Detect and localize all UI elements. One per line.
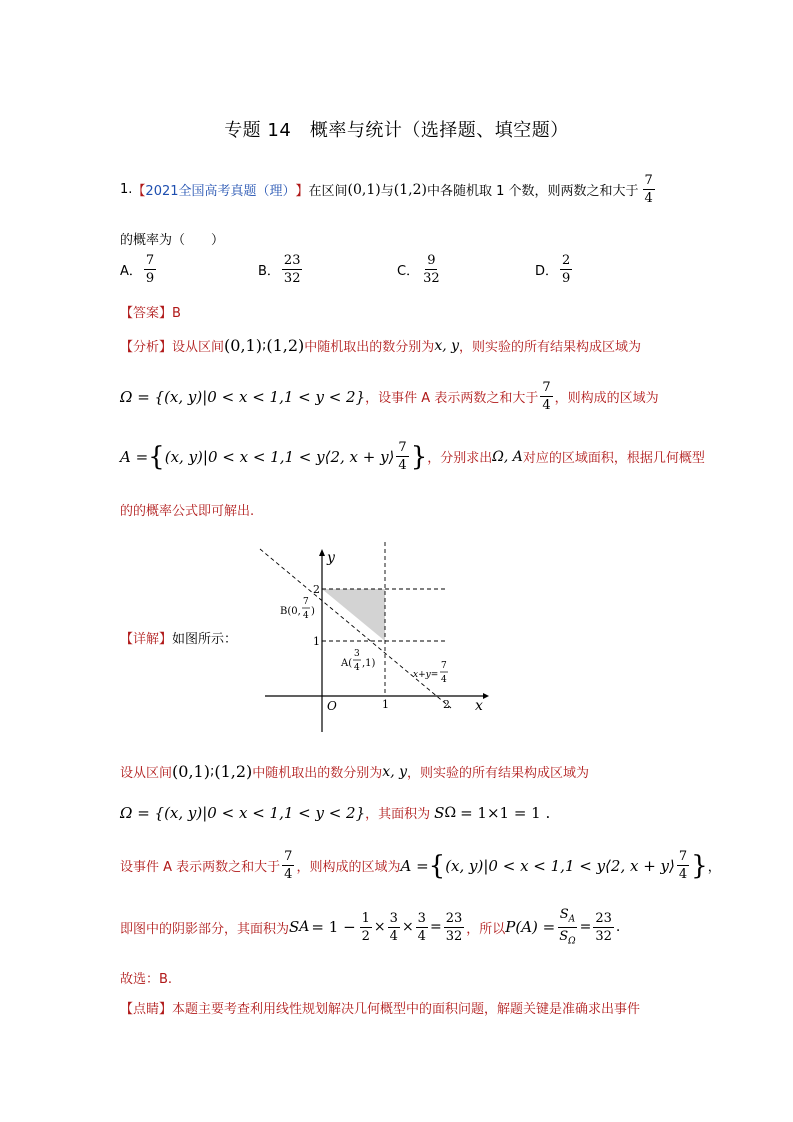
x-axis-arrow-icon	[483, 693, 489, 699]
area-value: = 1×1 = 1 .	[460, 803, 551, 822]
probability-expression: P(A) =	[505, 918, 556, 937]
times-sign: ×	[373, 919, 386, 936]
brace-open: {	[428, 850, 446, 881]
fraction-seven-fourths	[282, 850, 294, 881]
area-equation: = 1 −	[311, 918, 356, 937]
analysis-line-2	[120, 381, 659, 412]
fraction-denominator: 4	[284, 867, 293, 882]
fraction-denominator: 4	[644, 191, 653, 206]
fraction-numerator: 7	[284, 849, 293, 864]
fraction-numerator: 7	[542, 380, 551, 395]
area-subscript: A	[299, 919, 310, 936]
option-b[interactable]	[258, 254, 304, 285]
option-fraction	[144, 254, 156, 285]
answer-value: B	[172, 306, 181, 321]
event-a-symbol: A =	[400, 856, 429, 875]
detail-text: 如图所示：	[172, 632, 238, 647]
fraction-numerator: 1	[361, 910, 370, 926]
x-axis-label: x	[475, 698, 483, 714]
point-a-den: 4	[354, 663, 360, 673]
fraction-denominator: 4	[417, 928, 426, 944]
brace-close: }	[691, 850, 708, 881]
comment-line	[120, 998, 640, 1017]
fraction-numerator: 7	[644, 173, 653, 188]
question-source: 2021全国高考真题（理）	[145, 184, 296, 199]
source-bracket-close: 】	[295, 184, 309, 199]
detail-line	[120, 628, 237, 647]
sum-line	[260, 549, 451, 708]
analysis-line-1	[120, 336, 641, 355]
origin-label: O	[327, 699, 337, 713]
solution-text: ，则实验的所有结果构成区域为	[407, 766, 590, 781]
answer-fraction	[444, 912, 465, 943]
question-text: 在区间	[308, 184, 348, 199]
comma: ，	[707, 860, 721, 875]
option-d[interactable]	[535, 254, 574, 285]
interval-1: (0,1)	[347, 181, 381, 198]
fraction-numerator: 3	[389, 910, 398, 926]
option-letter: B．	[258, 264, 280, 279]
interval-separator: ;	[209, 764, 215, 779]
omega-a-symbols: Ω, A	[492, 448, 523, 465]
fraction-denominator: 9	[562, 271, 571, 286]
fraction-denominator: 32	[445, 928, 463, 944]
option-letter: A．	[120, 264, 142, 279]
analysis-text: ，分别求出	[427, 451, 493, 466]
point-b-den: 4	[303, 611, 309, 621]
fraction-seven-fourths	[677, 850, 689, 881]
fraction-numerator: 23	[595, 910, 612, 926]
fraction-denominator: 4	[398, 458, 407, 473]
fraction-numerator: 23	[283, 253, 301, 268]
variables-xy: x, y	[434, 337, 460, 354]
question-text: 与	[380, 184, 394, 199]
omega-set-expression: Ω = {(x, y)|0 < x < 1,1 < y < 2}	[120, 387, 366, 406]
analysis-text: 对应的区域面积，根据几何概型	[522, 451, 705, 466]
fraction-three-fourths	[388, 912, 400, 943]
analysis-line-4: 的的概率公式即可解出.	[120, 504, 255, 519]
fraction-denominator: 32	[423, 271, 440, 286]
fraction-seven-fourths	[643, 174, 655, 205]
event-a-set-expression: (x, y)|0 < x < 1,1 < y⟨2, x + y⟩	[445, 856, 675, 875]
analysis-text: ，设事件 A 表示两数之和大于	[365, 391, 539, 406]
source-bracket-open: 【	[132, 184, 146, 199]
point-a-label: A(	[341, 658, 353, 669]
event-a-symbol: A =	[120, 447, 149, 466]
fraction-numerator: 7	[145, 253, 155, 268]
shaded-region	[322, 589, 385, 641]
tick-x-1: 1	[382, 698, 389, 711]
interval-separator: ;	[261, 338, 267, 353]
question-number: 1.	[120, 182, 133, 197]
answer-label: 【答案】	[120, 306, 173, 321]
line-label: x+y=	[413, 670, 439, 680]
solution-text: 即图中的阴影部分，其面积为	[120, 921, 290, 937]
analysis-text: ，则构成的区域为	[554, 391, 659, 406]
detail-label: 【详解】	[120, 632, 173, 647]
analysis-text: 中随机取出的数分别为	[304, 340, 435, 355]
solution-text: ，则构成的区域为	[296, 860, 401, 875]
variables-xy: x, y	[382, 763, 408, 780]
question-text: 中各随机取 1 个数，则两数之和大于	[426, 184, 639, 199]
fraction-denominator: $S_\Omega$	[559, 928, 576, 947]
fraction-denominator: 2	[361, 928, 370, 944]
area-subscript: Ω	[444, 804, 457, 821]
y-axis-label: y	[327, 550, 335, 566]
fraction-one-half	[360, 912, 372, 943]
question-1-cont: 的概率为（ ）	[120, 233, 225, 248]
tick-y-1: 1	[313, 635, 320, 648]
equals-sign: =	[579, 919, 592, 936]
fraction-denominator: 32	[595, 928, 612, 944]
option-a[interactable]	[120, 254, 158, 285]
comment-text: 本题主要考查利用线性规划解决几何概型中的面积问题，解题关键是准确求出事件	[172, 1002, 641, 1017]
fraction-three-fourths	[416, 912, 428, 943]
times-sign: ×	[401, 919, 414, 936]
area-symbol: S	[289, 918, 300, 937]
point-a-end: ,1)	[362, 658, 376, 669]
fraction-numerator: 7	[678, 849, 688, 864]
point-b-num: 7	[303, 597, 309, 607]
analysis-text: ，则实验的所有结果构成区域为	[459, 340, 642, 355]
fraction-denominator: 4	[678, 867, 688, 882]
brace-open: {	[148, 441, 165, 472]
fraction-denominator: 32	[283, 271, 301, 286]
interval-1: (0,1)	[224, 336, 262, 355]
option-fraction	[560, 254, 572, 285]
area-symbol: S	[434, 803, 445, 822]
interval-2: (1,2)	[214, 762, 253, 781]
fraction-numerator: 2	[562, 253, 571, 268]
tick-x-2: 2	[443, 698, 450, 711]
answer-line	[120, 302, 181, 321]
solution-text: ，其面积为	[365, 807, 431, 822]
solution-text: 设事件 A 表示两数之和大于	[120, 860, 281, 875]
analysis-line-3	[120, 441, 705, 472]
solution-conclusion: 故选：B.	[120, 972, 173, 987]
fraction-numerator: 3	[417, 910, 426, 926]
analysis-label: 【分析】	[120, 340, 173, 355]
point-b-label: B(0,	[280, 606, 301, 617]
line-label-den: 4	[441, 675, 447, 685]
analysis-text: 设从区间	[172, 340, 225, 355]
brace-close: }	[410, 441, 428, 472]
region-figure	[255, 542, 495, 742]
period: .	[615, 919, 621, 936]
solution-line-1	[120, 762, 589, 781]
y-axis-arrow-icon	[319, 549, 325, 556]
tick-y-2: 2	[313, 583, 320, 596]
omega-set-expression: Ω = {(x, y)|0 < x < 1,1 < y < 2}	[120, 803, 366, 822]
fraction-seven-fourths	[540, 381, 552, 412]
fraction-denominator: 4	[389, 928, 398, 944]
fraction-denominator: 4	[542, 398, 551, 413]
fraction-numerator: 7	[398, 440, 407, 455]
solution-line-2	[120, 803, 550, 822]
solution-text: 中随机取出的数分别为	[252, 766, 383, 781]
interval-2: (1,2)	[266, 336, 305, 355]
solution-text: ，所以	[466, 921, 506, 937]
point-b-end: )	[311, 606, 315, 617]
answer-fraction	[593, 912, 614, 943]
solution-line-3	[120, 850, 721, 881]
line-label-num: 7	[441, 661, 447, 671]
solution-line-4	[120, 908, 620, 946]
probability-ratio	[557, 908, 577, 946]
equals-sign: =	[429, 919, 442, 936]
option-fraction	[421, 254, 442, 285]
option-letter: C．	[397, 264, 420, 279]
interval-2: (1,2)	[393, 181, 427, 198]
interval-1: (0,1)	[172, 762, 210, 781]
fraction-numerator: 9	[427, 253, 436, 268]
fraction-numerator: 23	[445, 910, 463, 926]
event-a-set-expression: (x, y)|0 < x < 1,1 < y⟨2, x + y⟩	[164, 447, 395, 466]
option-fraction	[282, 254, 303, 285]
point-a-num: 3	[354, 649, 360, 659]
fraction-numerator: $S_A$	[558, 908, 577, 928]
option-c[interactable]	[397, 254, 444, 285]
fraction-seven-fourths	[396, 441, 408, 472]
option-letter: D．	[535, 264, 559, 279]
comment-label: 【点睛】	[120, 1002, 173, 1017]
fraction-denominator: 9	[145, 271, 155, 286]
page-title: 专题 14 概率与统计（选择题、填空题）	[224, 120, 569, 141]
question-1	[120, 174, 657, 205]
solution-text: 设从区间	[120, 766, 173, 781]
